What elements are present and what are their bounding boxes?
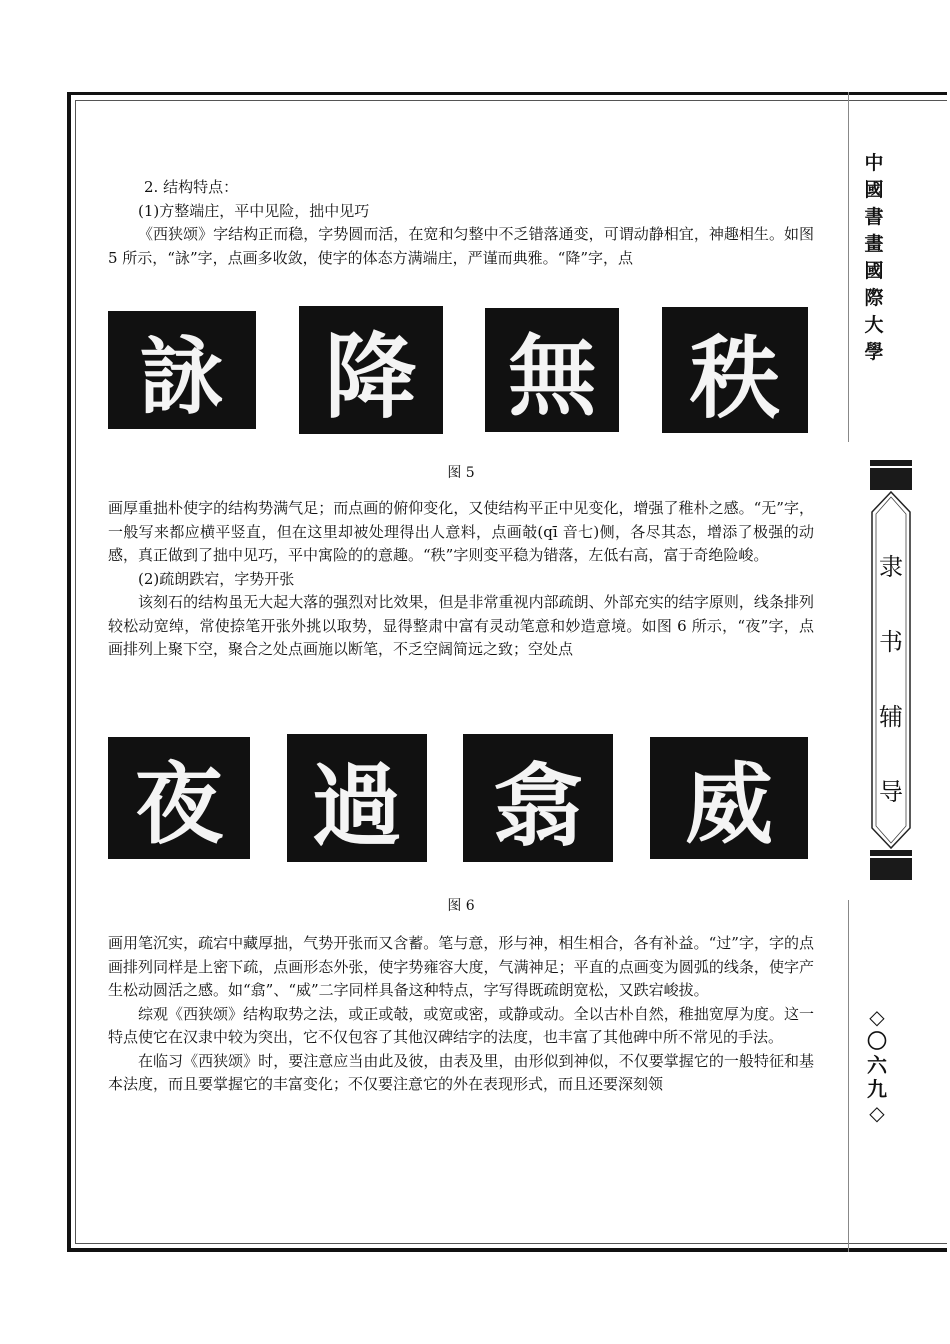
section-band-bottom xyxy=(870,850,912,880)
rubbing-tile: 威 xyxy=(650,737,808,859)
figure-5 xyxy=(108,305,808,435)
text-block-middle xyxy=(108,497,814,662)
figure-5-caption: 图 5 xyxy=(447,465,475,481)
paragraph-1: 《西狭颂》字结构正而稳，字势圆而活，在宽和匀整中不乏错落通变，可谓动静相宜，神趣相生。如图 5 所示，“詠”字，点画多收敛，使字的体态方满端庄，严谨而典雅。“降”字，点 xyxy=(108,225,814,267)
rubbing-tile: 過 xyxy=(287,734,427,862)
paragraph-4: 画用笔沉实，疏宕中藏厚拙，气势开张而又含蓄。笔与意，形与神，相生相合，各有补益。“过”字，字的点画排列同样是上密下疏，点画形态外张，使字势雍容大度，气满神足；平直的点画变为圆弧的线条，使字产生松动圆活之感。如“翕”、“威”二字同样具备这种特点，字写得既疏朗宽松，又跌宕峻拔。 xyxy=(108,934,814,999)
figure-6-caption-wrap xyxy=(108,895,814,915)
figure-5-caption-wrap xyxy=(108,462,814,482)
text-block-intro xyxy=(108,176,814,270)
subheading-1: (1)方整端庄，平中见险，拙中见巧 xyxy=(138,201,370,220)
sidebar-divider-top xyxy=(848,92,849,442)
section-band-top xyxy=(870,460,912,490)
paragraph-3: 该刻石的结构虽无大起大落的强烈对比效果，但是非常重视内部疏朗、外部充实的结字原则，线条排列较松动宽绰，常使捺笔开张外挑以取势，显得整肃中富有灵动笔意和妙造意境。如图 6 所示，“夜”字，点画排列上聚下空，聚合之处点画施以断笔，不乏空阔简远之致；空处点 xyxy=(108,593,814,658)
section-char-4: 导 xyxy=(879,778,903,806)
sidebar-publisher-title: 中 國 書 畫 國 際 大 學 xyxy=(864,152,884,363)
subheading-2: (2)疏朗跌宕，字势开张 xyxy=(138,569,295,588)
rubbing-tile: 詠 xyxy=(108,311,256,429)
sidebar-divider-bottom xyxy=(848,900,849,1252)
rubbing-tile: 翕 xyxy=(463,734,613,862)
paragraph-6: 在临习《西狭颂》时，要注意应当由此及彼，由表及里，由形似到神似，不仅要掌握它的一般特征和基本法度，而且要掌握它的丰富变化；不仅要注意它的外在表现形式，而且还要深刻领 xyxy=(108,1051,814,1093)
rubbing-tile: 降 xyxy=(299,306,443,434)
page-number: ◇ 〇 六 九 ◇ xyxy=(867,1005,887,1125)
rubbing-tile: 秩 xyxy=(662,307,808,433)
rubbing-tile: 夜 xyxy=(108,737,250,859)
paragraph-2: 画厚重拙朴使字的结构势满气足；而点画的俯仰变化，又使结构平正中见变化，增强了稚朴之感。“无”字，一般写来都应横平竖直，但在这里却被处理得出人意料，点画攲(qī 音七)侧，各尽其态，增添了极强的动感，真正做到了拙中见巧，平中寓险的的意趣。“秩”字则变平稳为错落，左低右高，富于奇绝险峻。 xyxy=(108,499,814,564)
section-char-3: 辅 xyxy=(879,703,903,731)
figure-6-caption: 图 6 xyxy=(447,898,475,914)
figure-6 xyxy=(108,733,808,863)
text-block-conclusion xyxy=(108,932,814,1097)
paragraph-5: 综观《西狭颂》结构取势之法，或正或攲，或宽或密，或静或动。全以古朴自然，稚拙宽厚为度。这一特点使它在汉隶中较为突出，它不仅包容了其他汉碑结字的法度，也丰富了其他碑中所不常见的手法。 xyxy=(108,1004,814,1046)
section-heading: 2. 结构特点： xyxy=(144,178,239,196)
section-char-1: 隶 xyxy=(879,553,903,581)
section-char-2: 书 xyxy=(879,628,903,656)
rubbing-tile: 無 xyxy=(485,308,619,432)
